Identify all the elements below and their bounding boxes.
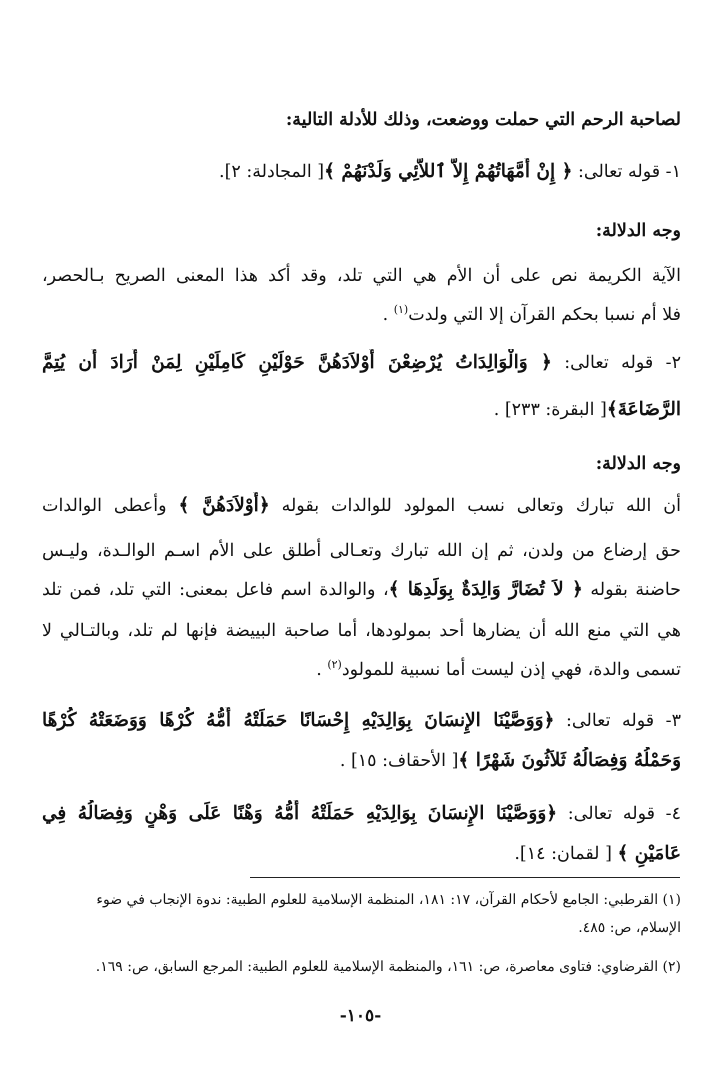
item-1 xyxy=(42,158,681,186)
intro-line: لصاحبة الرحم التي حملت ووضعت، وذلك للأدلة التالية: xyxy=(285,110,681,130)
footnote-1-line-2: الإسلام، ص: ٤٨٥. xyxy=(578,920,681,936)
item-1-ref: [ المجادلة: ٢]. xyxy=(219,162,325,182)
para-2-line-5 xyxy=(42,656,681,684)
para-1-line-2-text: فلا أم نسبا بحكم القرآن إلا التي ولدت xyxy=(408,305,681,325)
item-4-verse-line-1: ﴿وَوَصَّيْنَا الإِنسَانَ بِوَالِدَيْهِ حَمَلَتْهُ أُمُّهُ وَهْنًا عَلَى وَهْنٍ وَفِصَالُهُ فِي xyxy=(42,803,558,824)
para-1-line-1: الآية الكريمة نص على أن الأم هي التي تلد، وقد أكد هذا المعنى الصريح بـالحصر، xyxy=(42,266,681,286)
item-4-verse-line-2: عَامَيْنِ ﴾ xyxy=(617,843,681,864)
para-2-line-1 xyxy=(42,492,681,520)
item-2-line-1 xyxy=(42,349,681,377)
footnote-2: (٢) القرضاوي: فتاوى معاصرة، ص: ١٦١، والمنظمة الإسلامية للعلوم الطبية: المرجع السابق، ص: ١٦٩. xyxy=(95,959,681,975)
item-3-verse-line-2: وَحَمْلُهُ وَفِصَالُهُ ثَلاَثُونَ شَهْرًا ﴾ xyxy=(458,750,681,771)
page-number: -١٠٥- xyxy=(339,1006,382,1026)
para-2-l1-verse: ﴿أَوْلاَدَهُنَّ ﴾ xyxy=(178,495,270,516)
para-1-line-2-end: . xyxy=(382,305,394,325)
item-1-verse: ﴿ إِنْ أُمَّهَاتُهُمْ إِلاَّ ٱللاَّئِي وَلَدْنَهُمْ ﴾ xyxy=(324,161,573,182)
footnote-ref-2: (٢) xyxy=(327,658,342,672)
item-3-verse-line-1: ﴿وَوَصَّيْنَا الإِنسَانَ بِوَالِدَيْهِ إِحْسَانًا حَمَلَتْهُ أُمُّهُ كُرْهًا وَوَضَعَتْهُ كُرْهًا xyxy=(42,710,555,731)
heading-dalala-2: وجه الدلالة: xyxy=(595,454,681,474)
item-4-line-2 xyxy=(42,840,681,868)
footnote-separator xyxy=(250,877,680,878)
footnote-1-line-1: (١) القرطبي: الجامع لأحكام القرآن، ١٧: ١٨١، المنظمة الإسلامية للعلوم الطبية: ندوة الإنجاب في ضوء xyxy=(96,892,681,908)
para-2-l1-a: أن الله تبارك وتعالى نسب المولود للوالدات بقوله xyxy=(269,496,681,516)
para-2-l3-verse: ﴿ لاَ تُضَارَّ وَالِدَةٌ بِوَلَدِهَا ﴾ xyxy=(388,579,583,600)
item-2-ref: [ البقرة: ٢٣٣] . xyxy=(493,400,607,420)
item-1-prefix: ١- قوله تعالى: xyxy=(572,162,681,182)
heading-dalala-1: وجه الدلالة: xyxy=(595,221,681,241)
para-2-l5-text: تسمى والدة، فهي إذن ليست أما نسبية للمولود xyxy=(341,660,681,680)
para-2-l1-b: وأعطى الوالدات xyxy=(42,496,179,516)
para-2-l3-a: حاضنة بقوله xyxy=(582,580,681,600)
item-4-prefix: ٤- قوله تعالى: xyxy=(557,804,681,824)
item-4-line-1 xyxy=(42,800,681,828)
para-2-line-3 xyxy=(42,576,681,604)
item-2-prefix: ٢- قوله تعالى: xyxy=(551,353,681,373)
para-1-line-2 xyxy=(42,301,681,329)
para-2-l5-end: . xyxy=(316,660,328,680)
item-3-prefix: ٣- قوله تعالى: xyxy=(554,711,681,731)
para-2-line-4: هي التي منع الله أن يضارها أحد بمولودها، أما صاحبة البييضة فإنها لم تلد، وبالتـالي لا xyxy=(42,621,681,641)
item-3-line-1 xyxy=(42,707,681,735)
item-2-verse-line-1: ﴿ وَالْوَالِدَاتُ يُرْضِعْنَ أَوْلاَدَهُنَّ حَوْلَيْنِ كَامِلَيْنِ لِمَنْ أَرَادَ أَن يُتِمَّ xyxy=(42,352,552,373)
para-2-l3-b: ، والوالدة اسم فاعل بمعنى: التي تلد، فمن تلد xyxy=(42,580,389,600)
item-2-verse-line-2: الرَّضَاعَةَ﴾ xyxy=(606,399,681,420)
para-2-line-2: حق إرضاع من ولدن، ثم إن الله تبارك وتعـالى أطلق على الأم اسـم الوالـدة، وليـس xyxy=(42,541,681,561)
item-3-line-2 xyxy=(42,747,681,775)
footnote-ref-1: (١) xyxy=(393,303,409,317)
item-4-ref: [ لقمان: ١٤]. xyxy=(514,844,618,864)
item-3-ref: [ الأحقاف: ١٥] . xyxy=(339,751,459,771)
item-2-line-2 xyxy=(42,396,681,424)
